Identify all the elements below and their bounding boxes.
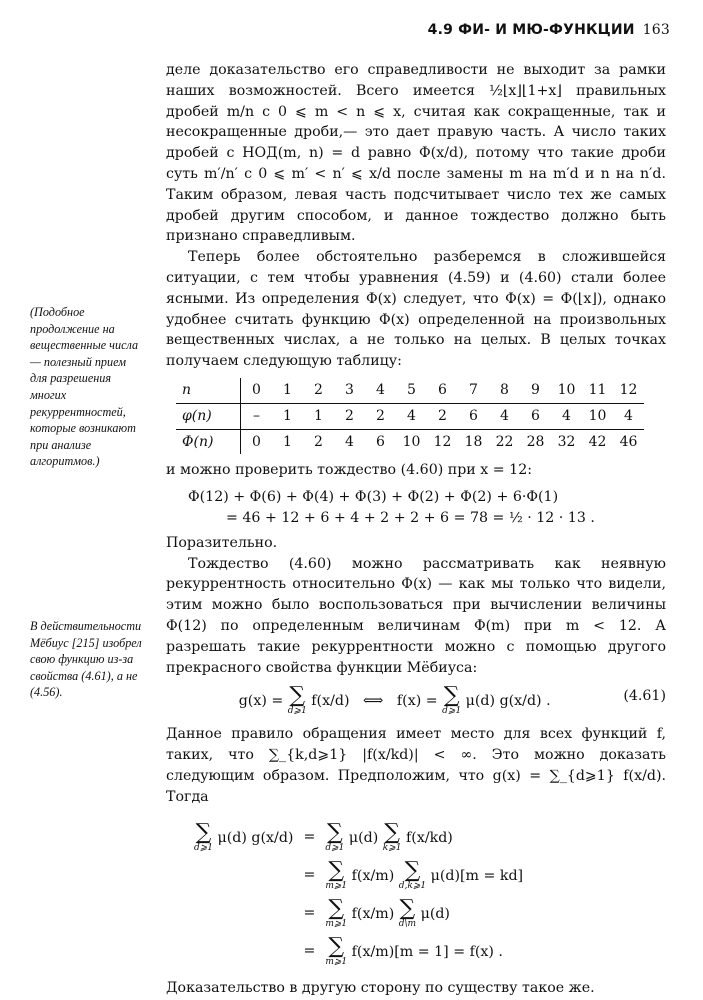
equation-check-line2: = 46 + 12 + 6 + 4 + 2 + 2 + 6 = 78 = ½ · 12 · 13 . [226,509,595,526]
table-row-bigphi [176,429,644,454]
table-cell: – [241,403,273,429]
table-cell: 2 [314,433,323,450]
table-row-label: φ(n) [176,403,241,429]
eq-right-end: μ(d) g(x/d) . [461,693,551,710]
sum-symbol: ∑ d⩾1 [287,683,307,717]
table-cell: 1 [283,381,292,398]
table-cell: 18 [464,433,483,450]
sum-symbol: ∑ d⩾1 [325,819,345,853]
table-cell: 1 [272,403,303,429]
table-row-label: n [176,378,241,403]
table-cell: 10 [582,403,613,429]
margin-note-1: (Подобное продолжение на вещественные числа — полезный прием для разрешения многих рекуррентностей, которые возникают при анализе алгоритмов.) [30,305,139,469]
table-cell: 4 [551,403,582,429]
table-cell: 2 [334,403,365,429]
derivation-term: f(x/m)[m = 1] = f(x) . [351,943,503,960]
table-cell: 11 [588,381,607,398]
sum-index: d⩾1 [442,706,462,717]
table-cell: 32 [557,433,576,450]
table-cell: 6 [438,381,447,398]
derivation [188,818,529,972]
derivation-term: μ(d) [348,829,379,846]
margin-note-2: В действительности Мёбиус [215] изобрел свою функцию из-за свойства (4.61), а не (4.56). [30,619,142,700]
table-cell: 2 [427,403,458,429]
paragraph-3: и можно проверить тождество (4.60) при x = 12: [166,462,533,479]
derivation-line: ∑ d⩾1 μ(d) g(x/d) = ∑ d⩾1 μ(d) ∑ k⩾1 f(x/kd) [194,819,453,853]
sum-index: d⩾1 [287,706,307,717]
table-cell: 4 [489,403,520,429]
table-cell: 6 [458,403,489,429]
sum-index: d,k⩾1 [398,880,427,891]
table-cell: 12 [433,433,452,450]
derivation-term: f(x/kd) [406,829,453,846]
table-cell: 12 [619,381,638,398]
table-cell: 6 [520,403,551,429]
paragraph-7: Доказательство в другую сторону по существу такое же. [166,979,595,996]
table-cell: 46 [619,433,638,450]
sum-symbol: ∑ m⩾1 [325,857,348,891]
sum-symbol: ∑ d⩾1 [194,819,214,853]
paragraph-4: Поразительно. [166,534,278,551]
table-cell: 3 [345,381,354,398]
iff-arrow: ⟺ [363,693,384,710]
sum-symbol: ∑ d,k⩾1 [398,857,427,891]
table-cell: 2 [365,403,396,429]
table-cell: 28 [526,433,545,450]
table-cell: 5 [407,381,416,398]
table-cell: 42 [588,433,607,450]
table-cell: 10 [557,381,576,398]
equation-4-61 [166,683,666,717]
paragraph-1: деле доказательство его справедливости не выходит за рамки наших возможностей. Всего имеется ½⌊x⌋⌊1+x⌋ правильных дробей m/n с 0 ⩽ m < n ⩽ x, считая как сокращенные, так и несокращенные дроби,— это дает правую часть. А число таких дробей с НОД(m, n) = d равно Φ(x/d), потому что такие дроби суть m′/n′ с 0 ⩽ m′ < n′ ⩽ x/d после замены m на m′d и n на n′d. Таким образом, левая часть подсчитывает число тех же самых дробей другим способом, и данное тождество должно быть признано справедливым. [166,62,666,245]
table-cell: 0 [252,381,261,398]
sum-index: m⩾1 [325,956,348,967]
main-text [166,60,666,998]
derivation-term: μ(d) [420,905,450,922]
derivation-term: μ(d)[m = kd] [430,867,524,884]
eq-left-start: g(x) = [238,693,288,710]
sum-symbol: ∑ k⩾1 [382,819,402,853]
paragraph-2: Теперь более обстоятельно разберемся в сложившейся ситуации, с тем чтобы уравнения (4.59) и (4.60) стали более ясными. Из определения Φ(x) следует, что Φ(x) = Φ(⌊x⌋), однако удобнее считать функцию Φ(x) определенной на произвольных вещественных числах, а не только на целых. В целых точках получаем следующую таблицу: [166,249,666,370]
derivation-term: f(x/m) [351,867,395,884]
paragraph-5: Тождество (4.60) можно рассматривать как неявную рекуррентность относительно Φ(x) — как мы только что видели, этим можно было воспользоваться при вычислении величины Φ(12) по определенным величинам Φ(m) при m < 12. А разрешать такие рекуррентности можно с помощью другого прекрасного свойства функции Мёбиуса: [166,555,666,676]
equation-check-line1: Φ(12) + Φ(6) + Φ(4) + Φ(3) + Φ(2) + Φ(2) + 6·Φ(1) [188,489,559,506]
table-cell: 4 [613,403,644,429]
sum-index: d\m [398,918,417,929]
sum-index: d⩾1 [194,842,214,853]
sum-index: m⩾1 [325,880,348,891]
sum-index: d⩾1 [325,842,345,853]
eq-right-start: f(x) = [396,693,443,710]
table-cell: 1 [283,433,292,450]
section-title: 4.9 ФИ- И МЮ-ФУНКЦИИ [427,22,635,38]
sum-index: m⩾1 [325,918,348,929]
derivation-line: = ∑ m⩾1 f(x/m) ∑ d,k⩾1 μ(d)[m = kd] [303,857,524,891]
sum-symbol: ∑ m⩾1 [325,933,348,967]
running-head [420,22,670,38]
eq-left-end: f(x/d) [306,693,350,710]
table-row-label: Φ(n) [176,429,241,454]
phi-table [176,378,644,454]
table-cell: 0 [252,433,261,450]
table-cell: 9 [531,381,540,398]
sum-symbol: ∑ d\m [398,895,417,929]
paragraph-6: Данное правило обращения имеет место для всех функций f, таких, что ∑_{k,d⩾1} |f(x/kd)| < ∞. Это можно доказать следующим образом. Предположим, что g(x) = ∑_{d⩾1} f(x/d). Тогда [166,726,666,805]
sum-symbol: ∑ m⩾1 [325,895,348,929]
table-cell: 8 [500,381,509,398]
table-cell: 10 [402,433,421,450]
equation-number: (4.61) [623,688,666,705]
table-cell: 7 [469,381,478,398]
sum-symbol: ∑ d⩾1 [442,683,462,717]
table-cell: 1 [303,403,334,429]
table-cell: 22 [495,433,514,450]
derivation-lhs: μ(d) g(x/d) [217,829,294,846]
page-number: 163 [642,22,670,38]
table-row-phi [176,403,644,429]
table-cell: 6 [376,433,385,450]
sum-index: k⩾1 [382,842,402,853]
derivation-line: = ∑ m⩾1 f(x/m)[m = 1] = f(x) . [303,933,503,967]
table-cell: 4 [396,403,427,429]
table-row-n [176,378,644,403]
derivation-term: f(x/m) [351,905,395,922]
derivation-line: = ∑ m⩾1 f(x/m) ∑ d\m μ(d) [303,895,450,929]
table-cell: 4 [345,433,354,450]
table-cell: 2 [314,381,323,398]
table-cell: 4 [376,381,385,398]
